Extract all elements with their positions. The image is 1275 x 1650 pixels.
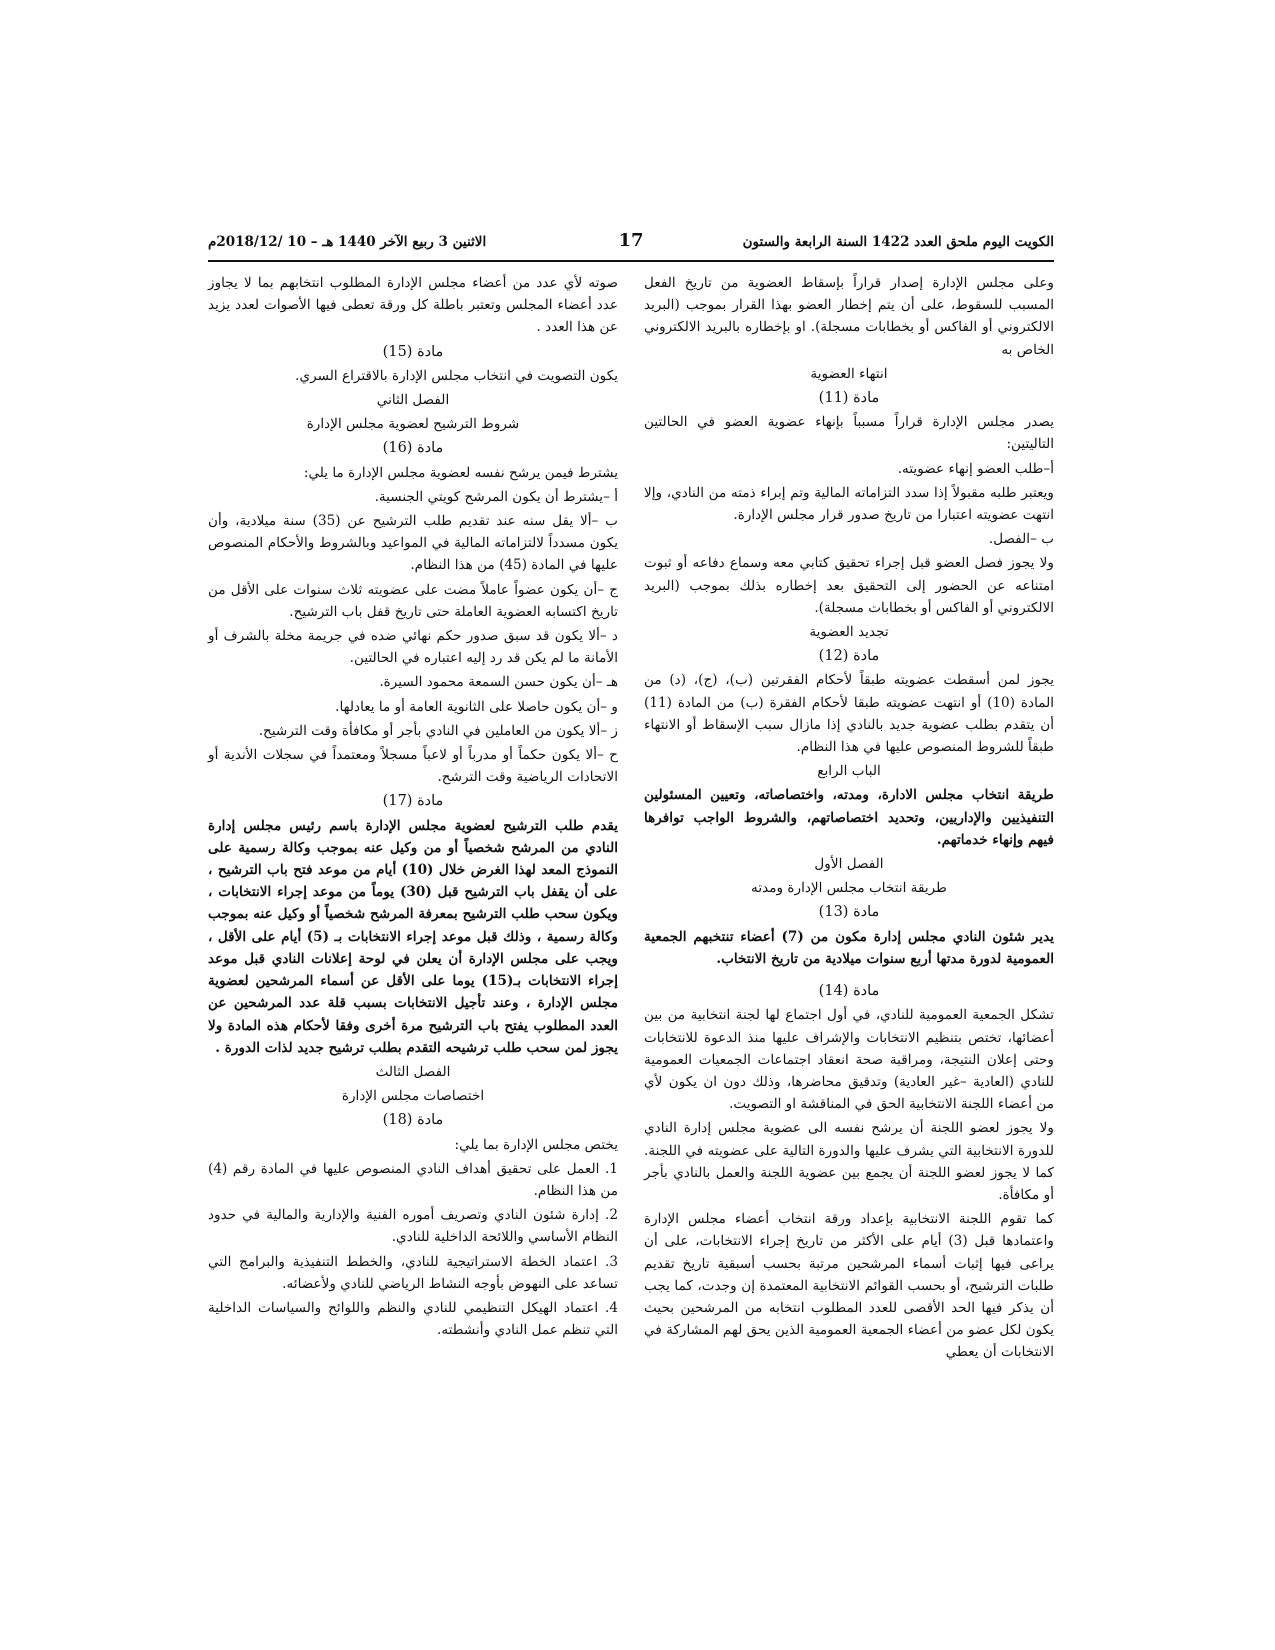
article-number: مادة (14) xyxy=(818,983,880,1000)
section-heading: الفصل الثالث xyxy=(375,1063,451,1080)
issue-date: الاثنين 3 ربيع الآخر 1440 هـ – 10 /2018/12م xyxy=(208,234,487,250)
list-item: أ –يشترط أن يكون المرشح كويتي الجنسية. xyxy=(374,488,618,505)
list-item: 2. إدارة شئون النادي وتصريف أموره الفنية والإدارية والمالية في حدود النظام الأساسي واللائحة الداخلية للنادي. xyxy=(208,1207,618,1246)
left-column xyxy=(208,272,618,1343)
section-heading: الفصل الأول xyxy=(814,856,884,873)
paragraph: ولا يجوز فصل العضو قبل إجراء تحقيق كتابي معه وسماع دفاعه أو ثبوت امتناعه عن الحضور إلى التحقيق بعد إخطاره بذلك بموجب (البريد الالكتروني أو الفاكس أو بخطابات مسجلة). xyxy=(644,555,1054,616)
chapter-heading: الباب الرابع xyxy=(817,763,881,780)
paragraph: تشكل الجمعية العمومية للنادي، في أول اجتماع لها لجنة انتخابية من بين أعضائها، تختص بتنظيم الانتخابات والإشراف عليها منذ الدعوة للانتخابات وحتى إعلان النتيجة، ومراقبة صحة انعقاد اجتماعات الجمعيات العمومية للنادي (العادية –غير العادية) وتدقيق محاضرها، وذلك دون ان يكون لأي من أعضاء اللجنة الانتخابية الحق في المناقشة او التصويت. xyxy=(644,1007,1054,1113)
gazette-title: الكويت اليوم ملحق العدد 1422 السنة الرابعة والستون xyxy=(742,234,1054,250)
article-number: مادة (16) xyxy=(382,440,444,457)
paragraph: يدير شئون النادي مجلس إدارة مكون من (7) أعضاء تنتخبهم الجمعية العمومية لدورة مدتها أربع سنوات ميلادية من تاريخ الانتخاب. xyxy=(644,928,1054,967)
section-subheading: طريقة انتخاب مجلس الإدارة ومدته xyxy=(751,880,947,897)
paragraph: يشترط فيمن يرشح نفسه لعضوية مجلس الإدارة ما يلي: xyxy=(303,464,618,481)
paragraph: يختص مجلس الإدارة بما يلي: xyxy=(454,1136,618,1153)
list-item: أ–طلب العضو إنهاء عضويته. xyxy=(897,460,1054,477)
list-item: د –ألا يكون قد سبق صدور حكم نهائي ضده في جريمة مخلة بالشرف أو الأمانة ما لم يكن قد رد إليه اعتباره في الحالتين. xyxy=(208,628,618,667)
list-item: ج –أن يكون عضواً عاملاً مضت على عضويته ثلاث سنوات على الأقل من تاريخ اكتسابه العضوية العاملة حتى تاريخ قفل باب الترشيح. xyxy=(208,581,618,620)
paragraph: كما تقوم اللجنة الانتخابية بإعداد ورقة انتخاب أعضاء مجلس الإدارة واعتمادها قبل (3) أيام على الأكثر من تاريخ إجراء الانتخابات، على أن يراعى فيها إثبات أسماء المرشحين مرتبة بحسب أسبقية تاريخ تقديم طلبات الترشيح، أو بحسب القوائم الانتخابية المعتمدة إن وجدت، كما يجب أن يذكر فيها الحد الأقصى للعدد المطلوب انتخابه من المرشحين بحيث يكون لكل عضو من أعضاء الجمعية العمومية الذين يحق لهم المشاركة في الانتخابات أن يعطي xyxy=(644,1211,1054,1361)
article-number: مادة (11) xyxy=(818,390,880,407)
list-item: 1. العمل على تحقيق أهداف النادي المنصوص عليها في المادة رقم (4) من هذا النظام. xyxy=(208,1160,618,1199)
article-number: مادة (15) xyxy=(382,343,444,360)
list-item: ب –ألا يقل سنه عند تقديم طلب الترشيح عن (35) سنة ميلادية، وأن يكون مسدداً لالتزاماته المالية في المواعيد وبالشروط والأحكام المنصوص عليها في المادة (45) من هذا النظام. xyxy=(208,513,618,574)
chapter-title: طريقة انتخاب مجلس الادارة، ومدته، واختصاصاته، وتعيين المسئولين التنفيذيين والإداريين، وتحديد اختصاصاتهم، والشروط الواجب توافرها فيهم وإنهاء خدماتهم. xyxy=(644,787,1054,848)
section-heading: انتهاء العضوية xyxy=(810,365,888,382)
page-header xyxy=(208,228,1054,262)
page-number: 17 xyxy=(618,230,644,251)
list-item: 3. اعتماد الخطة الاستراتيجية للنادي، والخطط التنفيذية والبرامج التي تساعد على النهوض بأوجه النشاط الرياضي للنادي ولأعضائه. xyxy=(208,1253,618,1292)
list-item: 4. اعتماد الهيكل التنظيمي للنادي والنظم واللوائح والسياسات الداخلية التي تنظم عمل النادي وأنشطته. xyxy=(208,1299,618,1339)
right-column xyxy=(644,272,1054,1366)
section-subheading: اختصاصات مجلس الإدارة xyxy=(341,1088,485,1105)
paragraph: يقدم طلب الترشيح لعضوية مجلس الإدارة باسم رئيس مجلس إدارة النادي من المرشح شخصياً أو من وكيل عنه بموجب وكالة رسمية على النموذج المعد لهذا الغرض خلال (10) أيام من موعد فتح باب الترشيح ، على أن يقفل باب الترشيح قبل (30) يوماً من موعد إجراء الانتخابات ، ويكون سحب طلب الترشيح بمعرفة المرشح شخصياً أو وكيل عنه بموجب وكالة رسمية ، وذلك قبل موعد إجراء الانتخابات بـ (5) أيام على الأقل ، ويجب على مجلس الإدارة أن يعلن في لوحة إعلانات النادي قبل موعد إجراء الانتخابات بـ(15) يوما على الأقل عن أسماء المرشحين لعضوية مجلس الإدارة ، وعند تأجيل الانتخابات بسبب قلة عدد المرشحين عن العدد المطلوب يفتح باب الترشيح مرة أخرى وفقا لأحكام هذه المادة ولا يجوز لمن سحب طلب ترشيحه التقدم بطلب ترشيح جديد لذات الدورة . xyxy=(208,817,618,1056)
list-item: ز –ألا يكون من العاملين في النادي بأجر أو مكافأة وقت الترشيح. xyxy=(258,722,618,739)
section-subheading: شروط الترشيح لعضوية مجلس الإدارة xyxy=(306,416,520,433)
section-heading: الفصل الثاني xyxy=(376,392,450,409)
article-number: مادة (17) xyxy=(382,793,444,810)
article-number: مادة (18) xyxy=(382,1112,444,1129)
paragraph: يصدر مجلس الإدارة قراراً مسبباً بإنهاء عضوية العضو في الحالتين التاليتين: xyxy=(644,414,1054,453)
paragraph: وعلى مجلس الإدارة إصدار قراراً بإسقاط العضوية من تاريخ الفعل المسبب للسقوط، على أن يتم إخطار العضو بهذا القرار بموجب (البريد الالكتروني أو الفاكس أو بخطابات مسجلة). او بإخطاره بالبريد الالكتروني الخاص به xyxy=(644,275,1054,358)
paragraph: ويعتبر طلبه مقبولاً إذا سدد التزاماته المالية وتم إبراء ذمته من النادي، وإلا انتهت عضويته اعتبارا من تاريخ صدور قرار مجلس الإدارة. xyxy=(644,484,1054,524)
list-item: ب –الفصل. xyxy=(988,531,1054,548)
paragraph: يكون التصويت في انتخاب مجلس الإدارة بالاقتراع السري. xyxy=(295,367,618,384)
paragraph: يجوز لمن أسقطت عضويته طبقاً لأحكام الفقرتين (ب)، (ج)، (د) من المادة (10) أو انتهت عضويته طبقا لأحكام الفقرة (ب) من المادة (11) أن يتقدم بطلب عضوية جديد بالنادي إذا مازال سبب الإسقاط أو الانتهاء طبقاً للشروط المنصوص عليها في هذا النظام. xyxy=(644,672,1054,756)
list-item: هـ –أن يكون حسن السمعة محمود السيرة. xyxy=(379,674,618,691)
list-item: ح –ألا يكون حكماً أو مدرباً أو لاعباً مسجلاً ومعتمداً في سجلات الأندية أو الاتحادات الرياضية وقت الترشح. xyxy=(208,747,618,786)
article-number: مادة (13) xyxy=(818,904,880,921)
article-number: مادة (12) xyxy=(818,648,880,665)
paragraph: ولا يجوز لعضو اللجنة أن يرشح نفسه الى عضوية مجلس إدارة النادي للدورة الانتخابية التي يشرف عليها والدورة التالية على عضويته في اللجنة. كما لا يجوز لعضو اللجنة أن يجمع بين عضوية اللجنة والعمل بالنادي بأجر أو مكافأة. xyxy=(644,1120,1054,1203)
section-heading: تجديد العضوية xyxy=(809,624,889,641)
list-item: و –أن يكون حاصلا على الثانوية العامة أو ما يعادلها. xyxy=(335,698,618,715)
paragraph: صوته لأي عدد من أعضاء مجلس الإدارة المطلوب انتخابهم بما لا يجاوز عدد أعضاء المجلس وتعتبر باطلة كل ورقة تعطى فيها الأصوات لعدد يزيد عن هذا العدد . xyxy=(208,275,618,336)
